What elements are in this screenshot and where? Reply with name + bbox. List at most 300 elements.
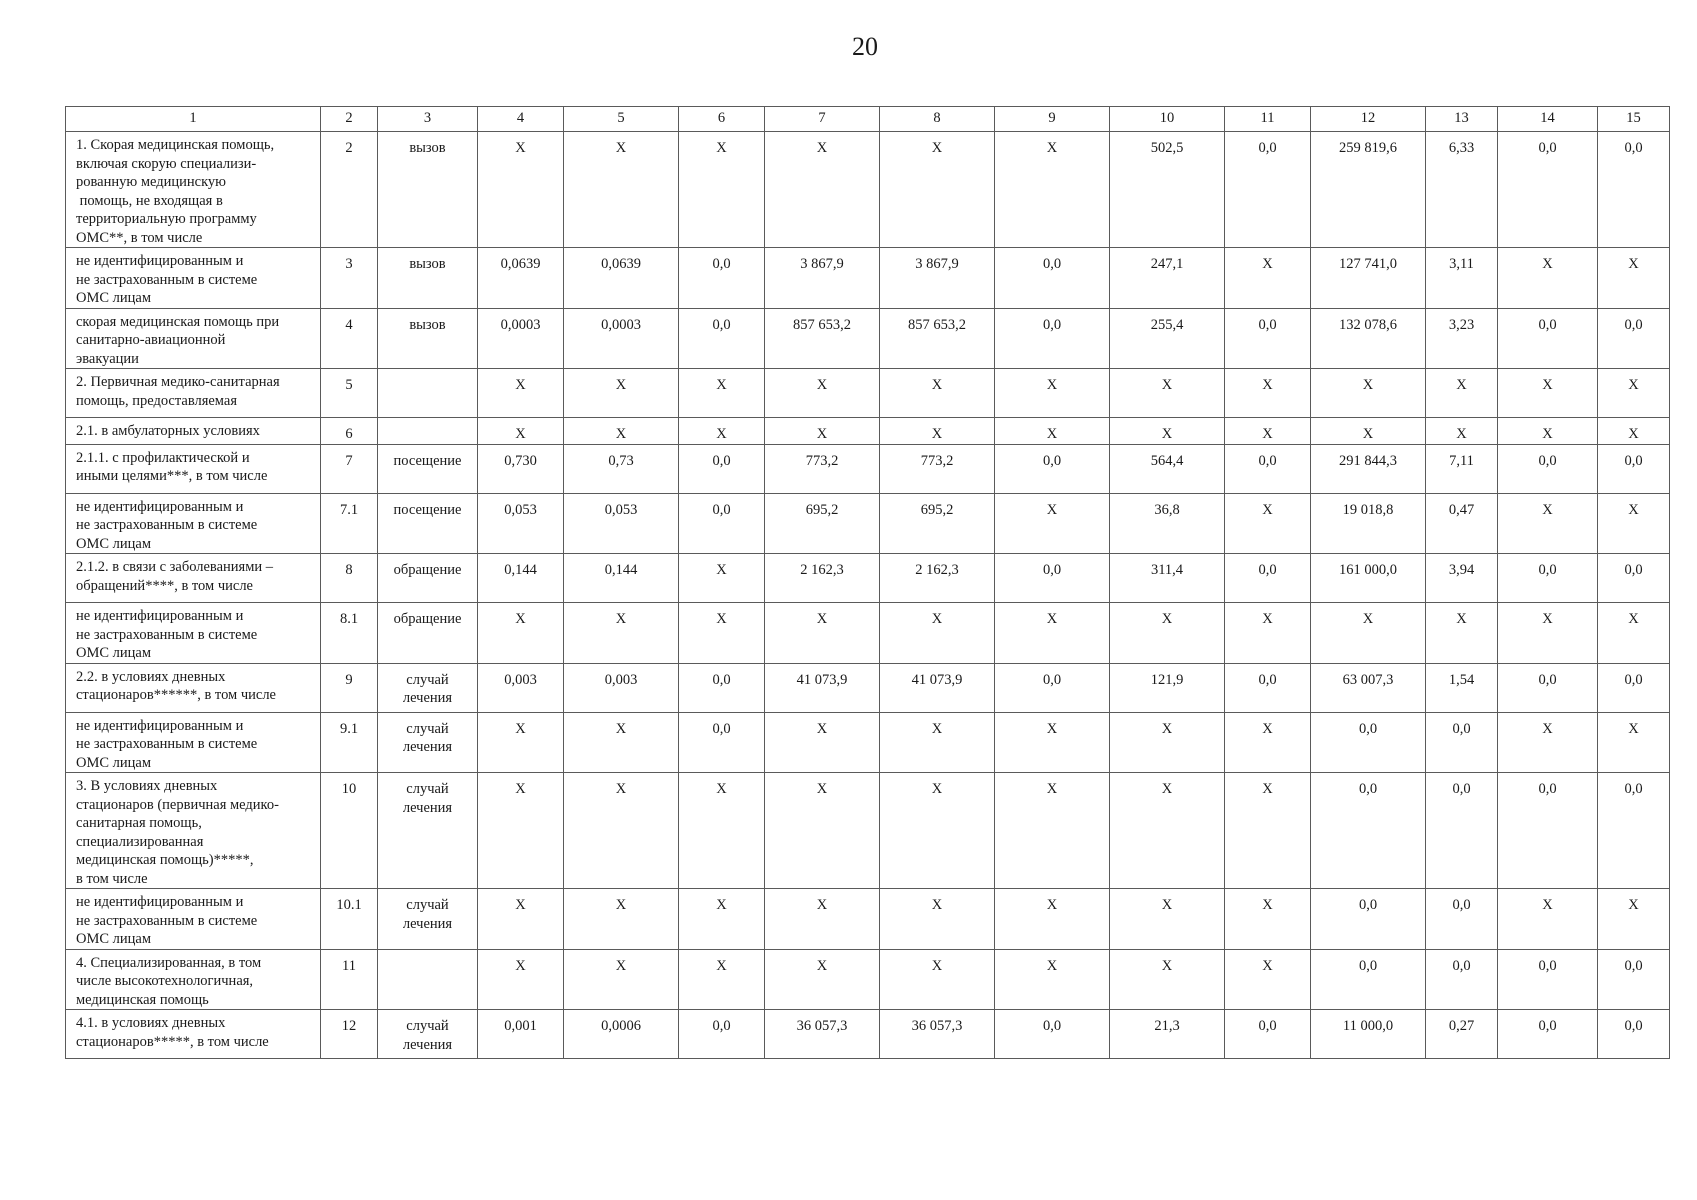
value-cell: X bbox=[765, 603, 880, 664]
value-cell: X bbox=[880, 418, 995, 445]
value-cell: 0,0 bbox=[995, 248, 1110, 309]
value-cell: X bbox=[478, 949, 564, 1010]
value-cell: X bbox=[1498, 889, 1598, 950]
table-row bbox=[66, 1010, 1670, 1059]
row-unit-line: обращение bbox=[393, 562, 462, 578]
header-cell: 2 bbox=[321, 107, 378, 132]
value-cell: X bbox=[995, 132, 1110, 248]
value-cell: X bbox=[880, 132, 995, 248]
value-cell: 2 162,3 bbox=[765, 554, 880, 603]
value-cell: 0,0 bbox=[1598, 132, 1670, 248]
value-cell: 0,0 bbox=[1498, 444, 1598, 493]
table-row bbox=[66, 889, 1670, 950]
value-cell: X bbox=[564, 603, 679, 664]
value-cell: 0,0 bbox=[1598, 308, 1670, 369]
value-cell: 0,144 bbox=[564, 554, 679, 603]
value-cell: X bbox=[1426, 603, 1498, 664]
value-cell: 121,9 bbox=[1110, 663, 1225, 712]
value-cell: 0,27 bbox=[1426, 1010, 1498, 1059]
value-cell: X bbox=[1598, 493, 1670, 554]
row-name-line: 2.1.1. с профилактической и bbox=[76, 449, 250, 466]
table-row bbox=[66, 493, 1670, 554]
value-cell: X bbox=[1110, 949, 1225, 1010]
row-number-cell: 11 bbox=[321, 949, 378, 1010]
value-cell: 0,0 bbox=[1311, 949, 1426, 1010]
value-cell: 0,0 bbox=[679, 493, 765, 554]
header-cell: 11 bbox=[1225, 107, 1311, 132]
row-number-cell: 7 bbox=[321, 444, 378, 493]
value-cell: X bbox=[995, 949, 1110, 1010]
value-cell: X bbox=[995, 369, 1110, 418]
row-number-cell: 12 bbox=[321, 1010, 378, 1059]
value-cell: X bbox=[1225, 949, 1311, 1010]
value-cell: 0,0 bbox=[1498, 308, 1598, 369]
row-name-line: 1. Скорая медицинская помощь, bbox=[76, 137, 275, 153]
value-cell: X bbox=[880, 369, 995, 418]
value-cell: X bbox=[1225, 773, 1311, 889]
value-cell: 2 162,3 bbox=[880, 554, 995, 603]
table-row bbox=[66, 663, 1670, 712]
value-cell: X bbox=[478, 369, 564, 418]
value-cell: X bbox=[1110, 773, 1225, 889]
value-cell: 0,0 bbox=[1498, 1010, 1598, 1059]
value-cell: 161 000,0 bbox=[1311, 554, 1426, 603]
row-unit-cell bbox=[378, 1010, 478, 1059]
row-unit-line: посещение bbox=[393, 501, 462, 518]
value-cell: 0,0 bbox=[1311, 773, 1426, 889]
value-cell: X bbox=[1225, 248, 1311, 309]
row-name-line: скорая медицинская помощь при bbox=[76, 313, 280, 330]
value-cell: 0,0 bbox=[1598, 444, 1670, 493]
value-cell: 0,0 bbox=[679, 248, 765, 309]
row-unit-line: вызов bbox=[409, 140, 446, 156]
row-name-cell bbox=[66, 603, 321, 664]
row-name-line: 4. Специализированная, в том bbox=[76, 954, 262, 971]
row-unit-line: случай bbox=[406, 1018, 449, 1034]
value-cell: X bbox=[1598, 603, 1670, 664]
value-cell: 0,0 bbox=[1225, 308, 1311, 369]
value-cell: X bbox=[995, 603, 1110, 664]
value-cell: 0,0 bbox=[679, 712, 765, 773]
value-cell: X bbox=[880, 603, 995, 664]
row-unit-cell bbox=[378, 444, 478, 493]
value-cell: X bbox=[679, 132, 765, 248]
table-row bbox=[66, 444, 1670, 493]
table-row bbox=[66, 132, 1670, 248]
row-name-line: не идентифицированным и bbox=[76, 608, 244, 624]
value-cell: 19 018,8 bbox=[1311, 493, 1426, 554]
value-cell: X bbox=[1598, 889, 1670, 950]
row-name-line: включая скорую специализи- bbox=[76, 155, 257, 172]
value-cell: 0,0 bbox=[1426, 712, 1498, 773]
value-cell: X bbox=[1311, 369, 1426, 418]
value-cell: X bbox=[765, 369, 880, 418]
value-cell: X bbox=[765, 889, 880, 950]
value-cell: 3,11 bbox=[1426, 248, 1498, 309]
value-cell: X bbox=[564, 132, 679, 248]
value-cell: 6,33 bbox=[1426, 132, 1498, 248]
value-cell: 0,001 bbox=[478, 1010, 564, 1059]
value-cell: 3 867,9 bbox=[880, 248, 995, 309]
value-cell: X bbox=[1498, 248, 1598, 309]
row-name-line: санитарная помощь, bbox=[76, 815, 202, 831]
value-cell: 695,2 bbox=[765, 493, 880, 554]
table-row bbox=[66, 418, 1670, 445]
value-cell: 0,0 bbox=[1426, 949, 1498, 1010]
row-unit-cell bbox=[378, 889, 478, 950]
value-cell: X bbox=[995, 712, 1110, 773]
value-cell: 291 844,3 bbox=[1311, 444, 1426, 493]
row-unit-line: обращение bbox=[393, 611, 462, 627]
row-number-cell: 10.1 bbox=[321, 889, 378, 950]
value-cell: X bbox=[1225, 369, 1311, 418]
value-cell: X bbox=[564, 369, 679, 418]
value-cell: X bbox=[478, 418, 564, 445]
table-row bbox=[66, 773, 1670, 889]
row-unit-line: вызов bbox=[409, 256, 446, 272]
value-cell: 0,0 bbox=[1498, 663, 1598, 712]
value-cell: 0,0 bbox=[995, 663, 1110, 712]
header-cell: 14 bbox=[1498, 107, 1598, 132]
value-cell: X bbox=[564, 418, 679, 445]
row-name-line: не идентифицированным и bbox=[76, 253, 244, 269]
row-name-line: не идентифицированным и bbox=[76, 498, 244, 515]
value-cell: X bbox=[478, 603, 564, 664]
value-cell: 132 078,6 bbox=[1311, 308, 1426, 369]
row-unit-line: лечения bbox=[402, 915, 453, 932]
value-cell: 0,0 bbox=[1598, 554, 1670, 603]
row-unit-cell bbox=[378, 949, 478, 1010]
row-name-line: не застрахованным в системе bbox=[76, 912, 258, 929]
row-name-line: числе высокотехнологичная, bbox=[76, 973, 254, 989]
value-cell: X bbox=[995, 418, 1110, 445]
row-name-line: не идентифицированным и bbox=[76, 717, 244, 734]
value-cell: X bbox=[564, 773, 679, 889]
value-cell: 255,4 bbox=[1110, 308, 1225, 369]
value-cell: 0,0 bbox=[995, 554, 1110, 603]
row-unit-cell bbox=[378, 554, 478, 603]
value-cell: 0,0 bbox=[1426, 889, 1498, 950]
row-name-cell bbox=[66, 444, 321, 493]
value-cell: 0,0 bbox=[1225, 663, 1311, 712]
value-cell: 0,0 bbox=[1426, 773, 1498, 889]
value-cell: 7,11 bbox=[1426, 444, 1498, 493]
value-cell: 0,0 bbox=[995, 308, 1110, 369]
value-cell: 0,053 bbox=[564, 493, 679, 554]
value-cell: 0,0006 bbox=[564, 1010, 679, 1059]
row-name-cell bbox=[66, 1010, 321, 1059]
row-name-line: рованную медицинскую bbox=[76, 174, 227, 190]
row-name-line: 3. В условиях дневных bbox=[76, 778, 218, 794]
value-cell: X bbox=[1426, 418, 1498, 445]
value-cell: 0,0 bbox=[679, 444, 765, 493]
value-cell: 0,0 bbox=[679, 663, 765, 712]
value-cell: X bbox=[1110, 889, 1225, 950]
value-cell: 0,0 bbox=[1225, 132, 1311, 248]
row-name-line: 2.1. в амбулаторных условиях bbox=[76, 423, 260, 439]
row-unit-cell bbox=[378, 712, 478, 773]
row-unit-line: случай bbox=[406, 720, 449, 737]
value-cell: 0,0 bbox=[1598, 949, 1670, 1010]
row-name-cell bbox=[66, 418, 321, 445]
row-number-cell: 10 bbox=[321, 773, 378, 889]
row-name-line: ОМС лицам bbox=[76, 535, 152, 552]
row-name-line: 2.1.2. в связи с заболеваниями – bbox=[76, 559, 274, 575]
row-number-cell: 5 bbox=[321, 369, 378, 418]
row-name-line: 2.2. в условиях дневных bbox=[76, 668, 226, 685]
row-number-cell: 2 bbox=[321, 132, 378, 248]
value-cell: X bbox=[1598, 248, 1670, 309]
row-name-line: в том числе bbox=[76, 870, 148, 887]
value-cell: 773,2 bbox=[880, 444, 995, 493]
value-cell: X bbox=[1225, 603, 1311, 664]
row-unit-cell bbox=[378, 248, 478, 309]
value-cell: 127 741,0 bbox=[1311, 248, 1426, 309]
value-cell: X bbox=[564, 889, 679, 950]
value-cell: X bbox=[1225, 493, 1311, 554]
row-unit-line: случай bbox=[406, 897, 449, 913]
header-cell: 7 bbox=[765, 107, 880, 132]
value-cell: 0,73 bbox=[564, 444, 679, 493]
row-name-line: обращений****, в том числе bbox=[76, 577, 253, 594]
header-cell: 4 bbox=[478, 107, 564, 132]
value-cell: 36 057,3 bbox=[765, 1010, 880, 1059]
row-unit-cell bbox=[378, 603, 478, 664]
row-name-line: не застрахованным в системе bbox=[76, 626, 258, 643]
value-cell: 0,0639 bbox=[564, 248, 679, 309]
value-cell: X bbox=[1225, 712, 1311, 773]
row-name-cell bbox=[66, 554, 321, 603]
value-cell: X bbox=[478, 712, 564, 773]
row-name-line: стационаров (первичная медико- bbox=[76, 796, 279, 813]
table-row bbox=[66, 712, 1670, 773]
value-cell: X bbox=[880, 889, 995, 950]
data-table bbox=[65, 106, 1670, 1059]
row-name-line: не идентифицированным и bbox=[76, 894, 244, 910]
value-cell: X bbox=[1311, 603, 1426, 664]
value-cell: 0,0 bbox=[1311, 889, 1426, 950]
row-name-line: территориальную программу bbox=[76, 211, 257, 227]
value-cell: 11 000,0 bbox=[1311, 1010, 1426, 1059]
value-cell: 0,0 bbox=[1598, 1010, 1670, 1059]
row-name-line: 4.1. в условиях дневных bbox=[76, 1015, 226, 1031]
value-cell: 0,0003 bbox=[478, 308, 564, 369]
row-unit-line: лечения bbox=[402, 799, 453, 816]
table-row bbox=[66, 369, 1670, 418]
value-cell: 247,1 bbox=[1110, 248, 1225, 309]
row-name-line: не застрахованным в системе bbox=[76, 736, 258, 752]
value-cell: X bbox=[679, 949, 765, 1010]
value-cell: X bbox=[1498, 712, 1598, 773]
value-cell: 0,0 bbox=[1225, 554, 1311, 603]
value-cell: X bbox=[765, 949, 880, 1010]
row-number-cell: 7.1 bbox=[321, 493, 378, 554]
value-cell: X bbox=[679, 554, 765, 603]
row-name-line: специализированная bbox=[76, 833, 204, 850]
value-cell: 3,94 bbox=[1426, 554, 1498, 603]
row-name-cell bbox=[66, 248, 321, 309]
value-cell: X bbox=[1498, 418, 1598, 445]
row-name-line: санитарно-авиационной bbox=[76, 332, 226, 348]
value-cell: X bbox=[765, 773, 880, 889]
value-cell: X bbox=[1598, 712, 1670, 773]
row-name-line: иными целями***, в том числе bbox=[76, 468, 268, 484]
row-name-cell bbox=[66, 889, 321, 950]
value-cell: X bbox=[478, 773, 564, 889]
value-cell: X bbox=[880, 712, 995, 773]
value-cell: 0,0 bbox=[1311, 712, 1426, 773]
value-cell: 0,0 bbox=[679, 308, 765, 369]
row-number-cell: 9.1 bbox=[321, 712, 378, 773]
header-cell: 5 bbox=[564, 107, 679, 132]
page-number: 20 bbox=[852, 32, 878, 61]
row-unit-cell bbox=[378, 132, 478, 248]
value-cell: 0,0 bbox=[1225, 1010, 1311, 1059]
value-cell: X bbox=[1225, 889, 1311, 950]
value-cell: X bbox=[1225, 418, 1311, 445]
row-name-line: ОМС**, в том числе bbox=[76, 229, 203, 246]
table-header-row bbox=[66, 107, 1670, 132]
table-row bbox=[66, 248, 1670, 309]
table-row bbox=[66, 554, 1670, 603]
header-cell: 13 bbox=[1426, 107, 1498, 132]
header-cell: 15 bbox=[1598, 107, 1670, 132]
value-cell: 41 073,9 bbox=[765, 663, 880, 712]
value-cell: 311,4 bbox=[1110, 554, 1225, 603]
value-cell: 21,3 bbox=[1110, 1010, 1225, 1059]
row-unit-line: лечения bbox=[402, 1036, 453, 1053]
header-cell: 8 bbox=[880, 107, 995, 132]
row-name-line: эвакуации bbox=[76, 350, 139, 367]
value-cell: 36,8 bbox=[1110, 493, 1225, 554]
value-cell: X bbox=[765, 132, 880, 248]
row-unit-cell bbox=[378, 493, 478, 554]
row-unit-line: посещение bbox=[393, 452, 462, 469]
value-cell: X bbox=[1110, 712, 1225, 773]
value-cell: 0,0003 bbox=[564, 308, 679, 369]
value-cell: 0,0 bbox=[1225, 444, 1311, 493]
value-cell: 259 819,6 bbox=[1311, 132, 1426, 248]
row-name-line: стационаров*****, в том числе bbox=[76, 1033, 269, 1050]
value-cell: 0,0639 bbox=[478, 248, 564, 309]
row-number-cell: 8 bbox=[321, 554, 378, 603]
header-cell: 1 bbox=[66, 107, 321, 132]
value-cell: 3,23 bbox=[1426, 308, 1498, 369]
row-unit-line: лечения bbox=[402, 739, 453, 755]
row-name-cell bbox=[66, 369, 321, 418]
row-unit-cell bbox=[378, 308, 478, 369]
value-cell: X bbox=[1110, 369, 1225, 418]
value-cell: 564,4 bbox=[1110, 444, 1225, 493]
value-cell: X bbox=[1598, 369, 1670, 418]
row-unit-cell bbox=[378, 663, 478, 712]
value-cell: X bbox=[995, 889, 1110, 950]
row-unit-line: вызов bbox=[409, 316, 446, 333]
row-unit-line: лечения bbox=[402, 690, 453, 706]
row-name-line: не застрахованным в системе bbox=[76, 271, 258, 288]
row-unit-cell bbox=[378, 418, 478, 445]
row-number-cell: 4 bbox=[321, 308, 378, 369]
row-number-cell: 3 bbox=[321, 248, 378, 309]
header-cell: 6 bbox=[679, 107, 765, 132]
row-name-line: медицинская помощь bbox=[76, 991, 209, 1008]
value-cell: X bbox=[1426, 369, 1498, 418]
value-cell: X bbox=[679, 889, 765, 950]
value-cell: 0,0 bbox=[1498, 132, 1598, 248]
value-cell: 502,5 bbox=[1110, 132, 1225, 248]
row-name-line: ОМС лицам bbox=[76, 931, 152, 947]
row-name-line: стационаров******, в том числе bbox=[76, 687, 276, 703]
value-cell: 0,0 bbox=[1498, 554, 1598, 603]
row-name-line: помощь, предоставляемая bbox=[76, 392, 237, 409]
row-name-line: помощь, не входящая в bbox=[76, 192, 223, 209]
table-body bbox=[66, 107, 1670, 1059]
header-cell: 3 bbox=[378, 107, 478, 132]
value-cell: X bbox=[679, 418, 765, 445]
value-cell: 857 653,2 bbox=[880, 308, 995, 369]
value-cell: 0,47 bbox=[1426, 493, 1498, 554]
header-cell: 9 bbox=[995, 107, 1110, 132]
value-cell: 0,053 bbox=[478, 493, 564, 554]
row-name-cell bbox=[66, 712, 321, 773]
row-name-cell bbox=[66, 773, 321, 889]
value-cell: 0,0 bbox=[679, 1010, 765, 1059]
value-cell: X bbox=[564, 712, 679, 773]
value-cell: X bbox=[679, 369, 765, 418]
row-name-cell bbox=[66, 493, 321, 554]
value-cell: 0,0 bbox=[995, 1010, 1110, 1059]
value-cell: X bbox=[478, 132, 564, 248]
row-unit-cell bbox=[378, 369, 478, 418]
value-cell: 0,0 bbox=[1498, 773, 1598, 889]
value-cell: X bbox=[995, 773, 1110, 889]
value-cell: X bbox=[995, 493, 1110, 554]
value-cell: X bbox=[1498, 493, 1598, 554]
row-number-cell: 9 bbox=[321, 663, 378, 712]
row-unit-line: случай bbox=[406, 781, 449, 797]
value-cell: 857 653,2 bbox=[765, 308, 880, 369]
value-cell: 0,730 bbox=[478, 444, 564, 493]
row-unit-cell bbox=[378, 773, 478, 889]
value-cell: X bbox=[1498, 603, 1598, 664]
value-cell: X bbox=[679, 603, 765, 664]
row-name-line: ОМС лицам bbox=[76, 290, 152, 306]
value-cell: X bbox=[1110, 418, 1225, 445]
row-unit-line: случай bbox=[406, 671, 449, 688]
table-row bbox=[66, 603, 1670, 664]
header-cell: 10 bbox=[1110, 107, 1225, 132]
value-cell: 0,0 bbox=[1498, 949, 1598, 1010]
value-cell: 63 007,3 bbox=[1311, 663, 1426, 712]
value-cell: 773,2 bbox=[765, 444, 880, 493]
value-cell: 0,0 bbox=[1598, 773, 1670, 889]
row-name-line: медицинская помощь)*****, bbox=[76, 852, 254, 868]
value-cell: X bbox=[880, 773, 995, 889]
value-cell: 695,2 bbox=[880, 493, 995, 554]
row-name-line: ОМС лицам bbox=[76, 754, 152, 771]
value-cell: X bbox=[765, 712, 880, 773]
value-cell: X bbox=[564, 949, 679, 1010]
table-row bbox=[66, 308, 1670, 369]
value-cell: 0,0 bbox=[1598, 663, 1670, 712]
row-name-cell bbox=[66, 132, 321, 248]
value-cell: X bbox=[765, 418, 880, 445]
value-cell: 36 057,3 bbox=[880, 1010, 995, 1059]
row-name-line: ОМС лицам bbox=[76, 645, 152, 661]
value-cell: X bbox=[1498, 369, 1598, 418]
row-number-cell: 6 bbox=[321, 418, 378, 445]
row-name-cell bbox=[66, 663, 321, 712]
